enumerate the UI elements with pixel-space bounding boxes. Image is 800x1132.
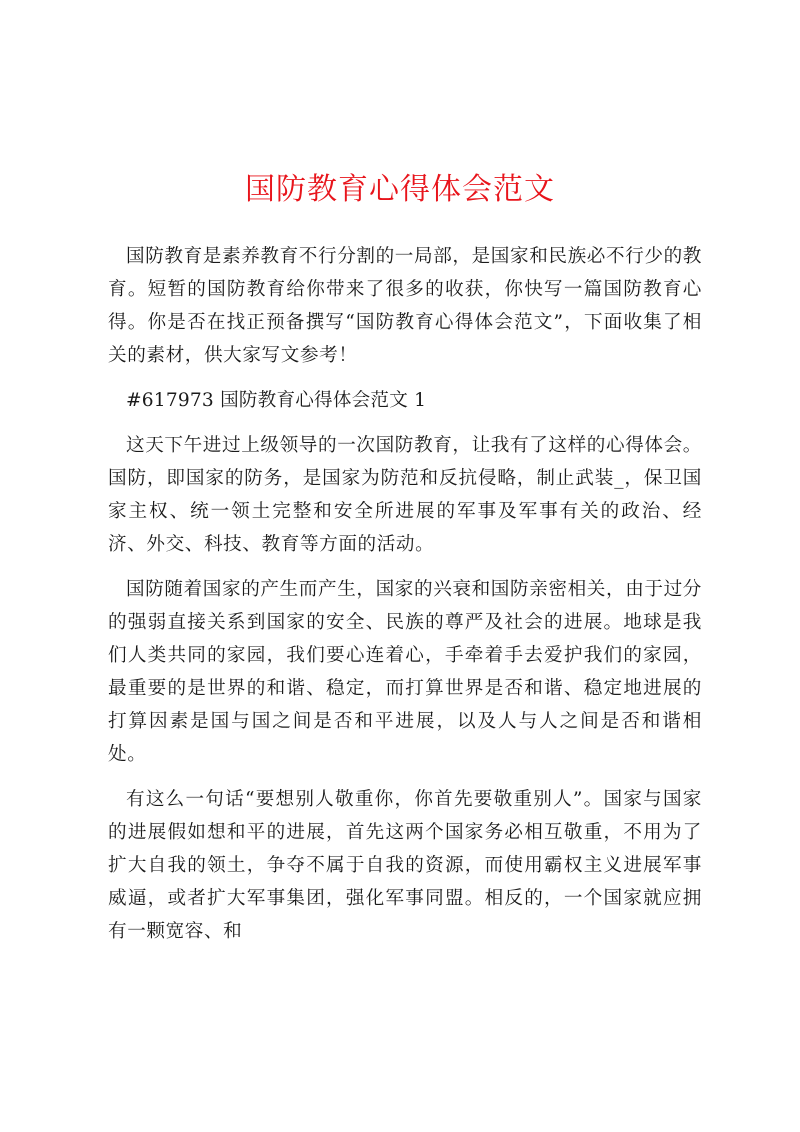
body-paragraph: 国防随着国家的产生而产生，国家的兴衰和国防亲密相关，由于过分的强弱直接关系到国家的安全、民族的尊严及社会的进展。地球是我们人类共同的家园，我们要心连着心，手牵着手去爱护我们的家园，最重要的是世界的和谐、稳定，而打算世界是否和谐、稳定地进展的打算因素是国与国之间是否和平进展，以及人与人之间是否和谐相处。 [108,579,702,765]
body-paragraph: 这天下午进过上级领导的一次国防教育，让我有了这样的心得体会。国防，即国家的防务，是国家为防范和反抗侵略，制止武装_，保卫国家主权、统一领土完整和安全所进展的军事及军事有关的政治、经济、外交、科技、教育等方面的活动。 [108,435,702,555]
intro-paragraph: 国防教育是素养教育不行分割的一局部，是国家和民族必不行少的教育。短暂的国防教育给你带来了很多的收获，你快写一篇国防教育心得。你是否在找正预备撰写“国防教育心得体会范文”，下面收集了相关的素材，供大家写文参考！ [108,246,702,366]
document-body [108,240,702,960]
body-paragraph: 有这么一句话“要想别人敬重你，你首先要敬重别人”。国家与国家的进展假如想和平的进展，首先这两个国家务必相互敬重，不用为了扩大自我的领土，争夺不属于自我的资源，而使用霸权主义进展军事威逼，或者扩大军事集团，强化军事同盟。相反的，一个国家就应拥有一颗宽容、和 [108,789,702,942]
document-title: 国防教育心得体会范文 [245,172,555,207]
section-heading: #617973 国防教育心得体会范文 1 [126,390,427,411]
